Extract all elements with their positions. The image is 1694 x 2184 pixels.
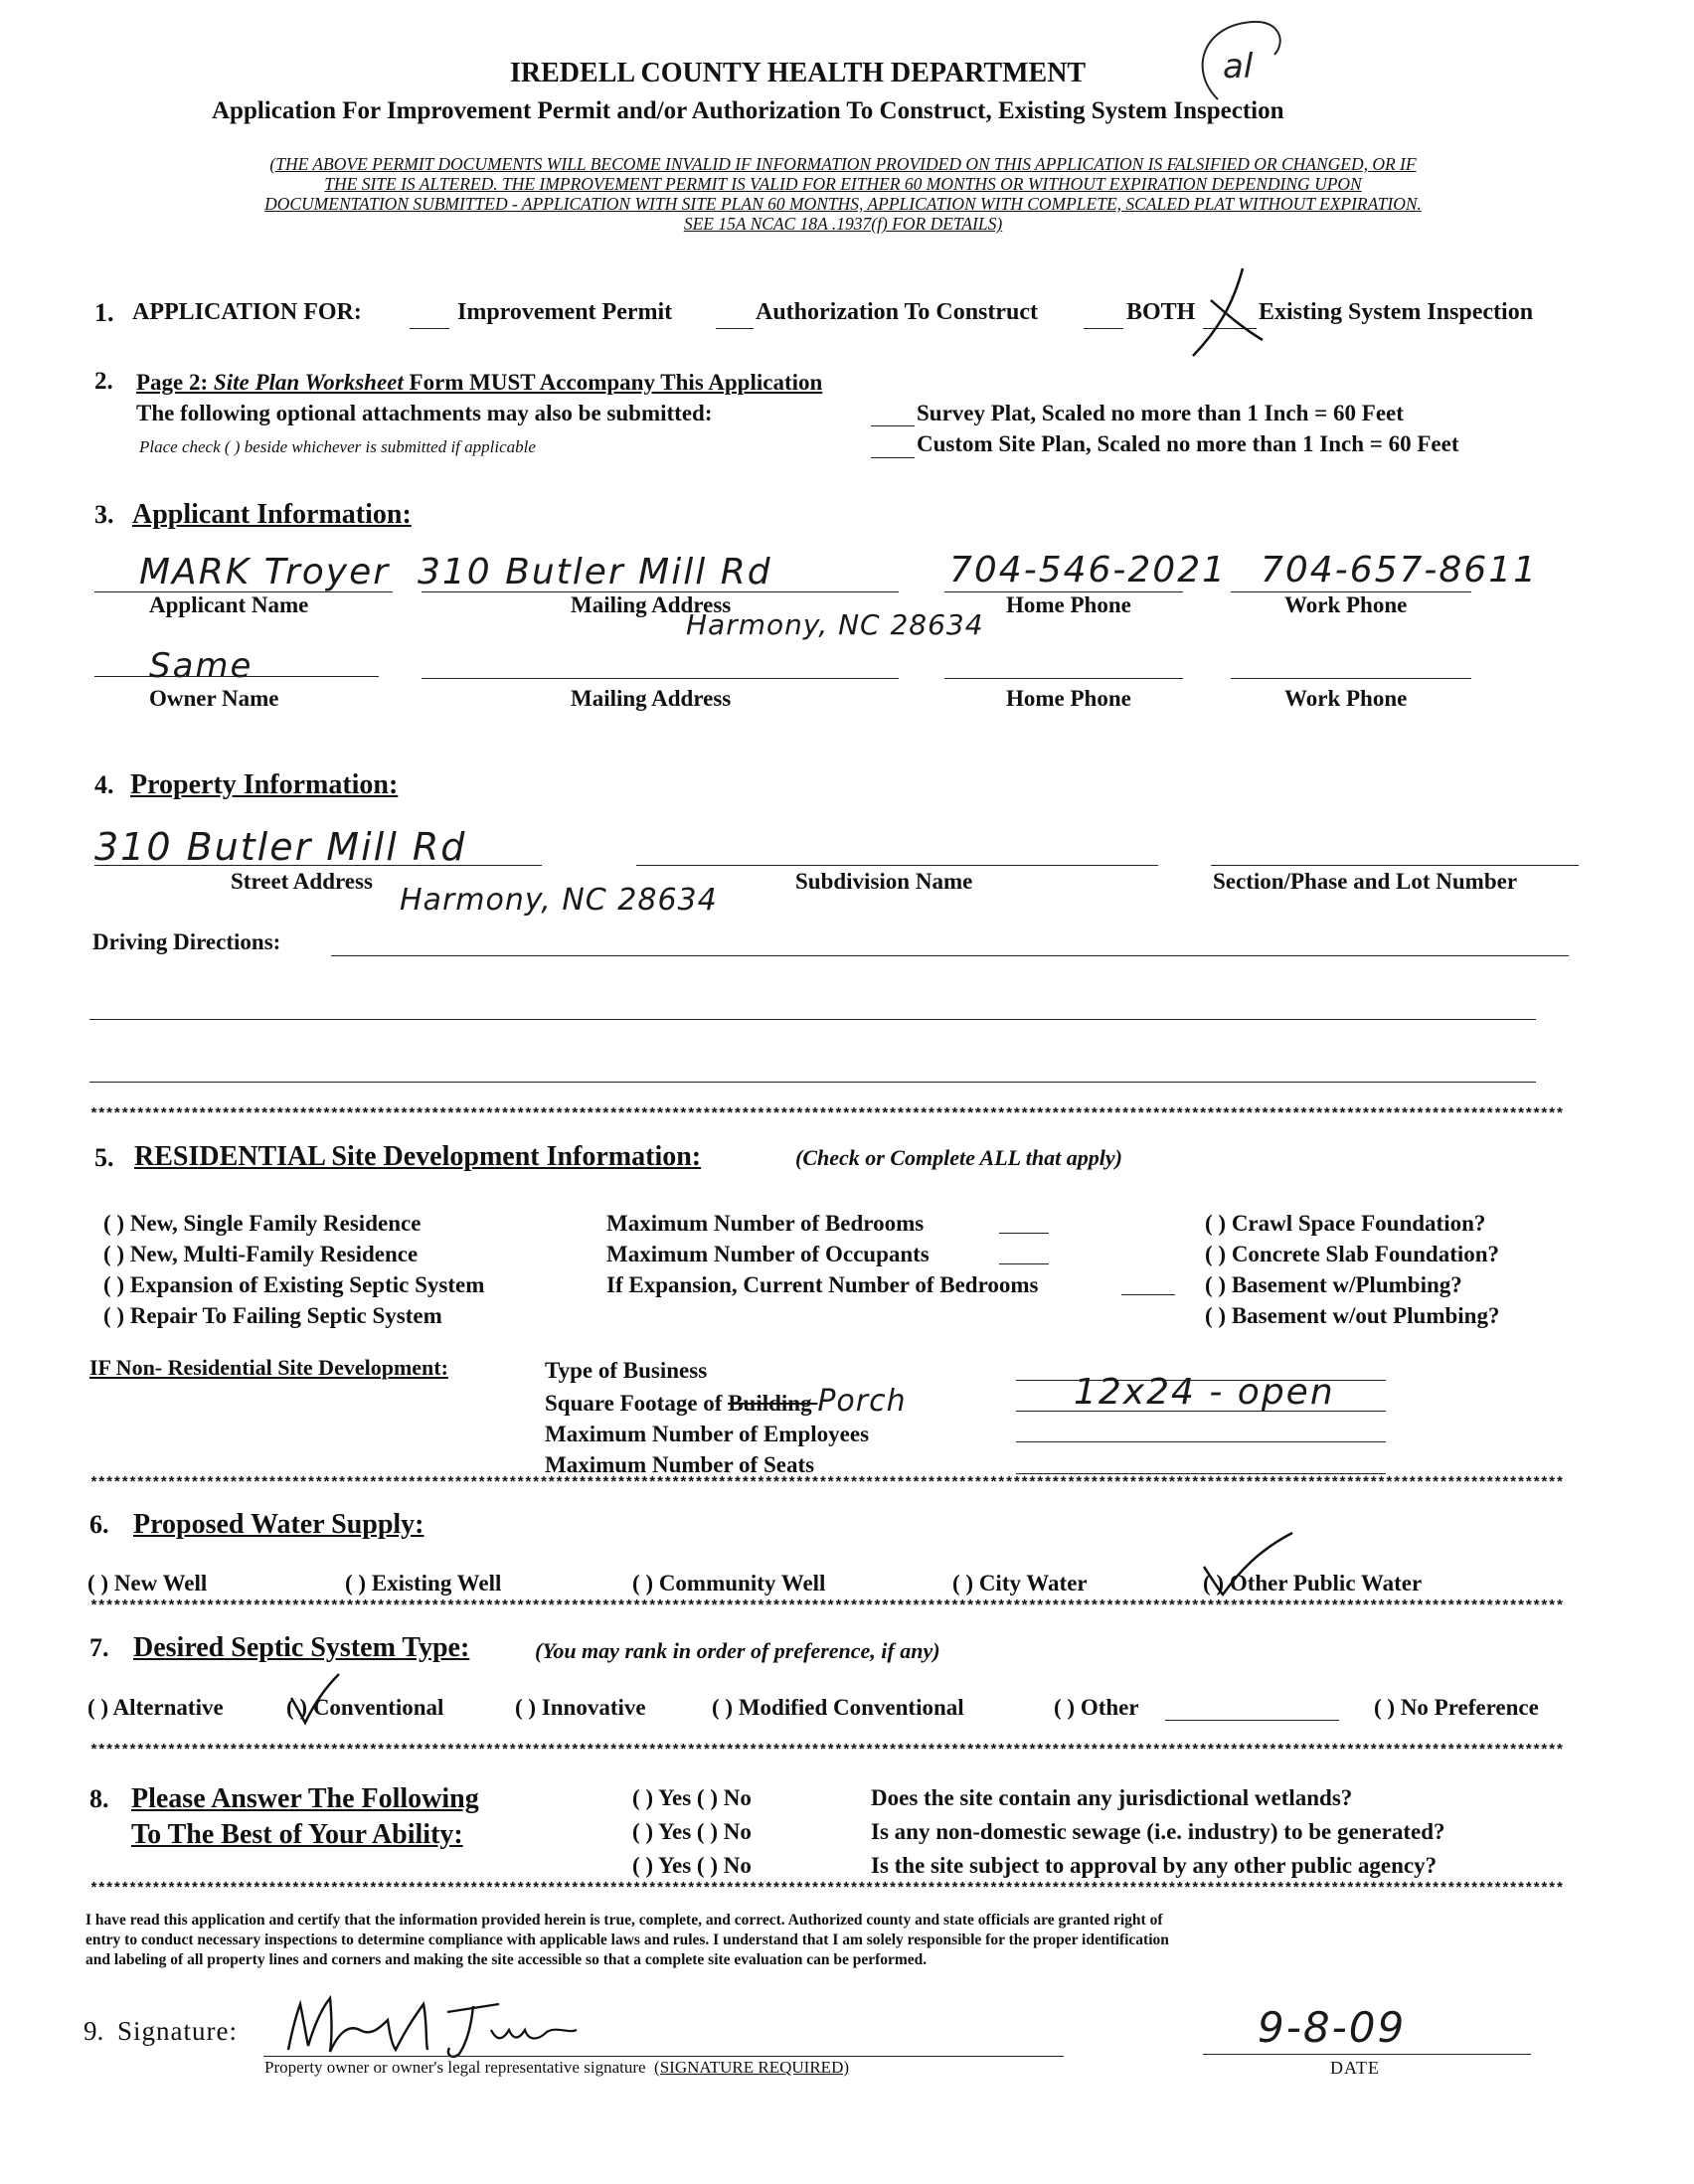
s4-number: 4.: [94, 770, 114, 799]
residence-type-list: [103, 1208, 484, 1331]
foundation-list: [1205, 1208, 1499, 1331]
opt-authorization: Authorization To Construct: [756, 299, 1039, 325]
s2-line2: The following optional attachments may also be submitted:: [136, 401, 713, 425]
certification-line-2: entry to conduct necessary inspections to determine compliance with applicable laws and rules. I understand that I am solely responsible for the proper identification: [85, 1932, 1169, 1948]
owner-work-phone-line: [1231, 678, 1471, 679]
opt-repair[interactable]: ( ) Repair To Failing Septic System: [103, 1303, 442, 1328]
sqft-handwritten-word: Porch: [817, 1384, 907, 1419]
s5-note: (Check or Complete ALL that apply): [795, 1145, 1122, 1170]
owner-address-line: [422, 678, 899, 679]
q2-yes-no[interactable]: ( ) Yes ( ) No: [632, 1819, 752, 1844]
divider-stars-4: **********************************************************************************************************************************************************************************************: [89, 1743, 1564, 1760]
question-agency: Is the site subject to approval by any other public agency?: [871, 1853, 1438, 1878]
s2-form-name: Site Plan Worksheet: [213, 370, 404, 395]
s6-number: 6.: [89, 1510, 109, 1539]
current-bedrooms-label: If Expansion, Current Number of Bedrooms: [606, 1272, 1039, 1297]
s3-number: 3.: [94, 500, 114, 529]
question-sewage: Is any non-domestic sewage (i.e. industry) to be generated?: [871, 1819, 1445, 1844]
signature-line: [263, 2056, 1064, 2057]
max-occupants-label: Maximum Number of Occupants: [606, 1242, 930, 1266]
directions-line-2[interactable]: [89, 1019, 1536, 1020]
sqft-prefix: Square Footage of: [545, 1391, 729, 1416]
date-value[interactable]: 9-8-09: [1258, 2003, 1407, 2052]
opt-crawl-space[interactable]: ( ) Crawl Space Foundation?: [1205, 1211, 1486, 1236]
square-footage-line[interactable]: [1016, 1411, 1386, 1412]
lot-number-label: Section/Phase and Lot Number: [1213, 869, 1518, 894]
authorization-blank[interactable]: [716, 328, 754, 329]
s1-label: APPLICATION FOR:: [132, 299, 362, 325]
water-check-mark: [1198, 1529, 1297, 1598]
s2-suffix: Form MUST Accompany This Application: [403, 370, 823, 395]
s8-number: 8.: [89, 1784, 109, 1813]
applicant-city-value[interactable]: Harmony, NC 28634: [686, 608, 984, 641]
survey-plat-blank[interactable]: [871, 425, 915, 426]
signature-label: Signature:: [117, 2016, 238, 2046]
opt-basement-no-plumbing[interactable]: ( ) Basement w/out Plumbing?: [1205, 1303, 1500, 1328]
improvement-permit-blank[interactable]: [410, 328, 449, 329]
opt-conventional[interactable]: ( ) Conventional: [286, 1695, 444, 1720]
opt-alternative[interactable]: ( ) Alternative: [87, 1695, 224, 1720]
divider-stars-1: **********************************************************************************************************************************************************************************************: [89, 1106, 1564, 1123]
form-subtitle: Application For Improvement Permit and/or Authorization To Construct, Existing System Inspection: [212, 97, 1284, 124]
opt-multi-family[interactable]: ( ) New, Multi-Family Residence: [103, 1242, 419, 1266]
s9-number: 9.: [84, 2016, 104, 2046]
s5-number: 5.: [94, 1143, 114, 1172]
street-address-value[interactable]: 310 Butler Mill Rd: [94, 825, 467, 869]
home-phone-label: Home Phone: [1006, 592, 1131, 617]
divider-stars-2: **********************************************************************************************************************************************************************************************: [89, 1475, 1564, 1492]
work-phone-label: Work Phone: [1284, 592, 1408, 617]
disclaimer-line-1: (THE ABOVE PERMIT DOCUMENTS WILL BECOME INVALID IF INFORMATION PROVIDED ON THIS APPLICATION IS FALSIFIED OR CHANGED, OR IF: [269, 154, 1417, 174]
owner-mailing-label: Mailing Address: [571, 686, 732, 711]
s1-number: 1.: [94, 298, 114, 327]
owner-name-value[interactable]: Same: [149, 646, 254, 686]
max-employees-line[interactable]: [1016, 1441, 1386, 1442]
home-phone-value[interactable]: 704-546-2021: [949, 550, 1228, 590]
owner-home-phone-line: [944, 678, 1183, 679]
x-check-mark: [1183, 260, 1272, 360]
s6-title: Proposed Water Supply:: [133, 1509, 424, 1540]
applicant-name-label: Applicant Name: [149, 592, 309, 617]
opt-innovative[interactable]: ( ) Innovative: [515, 1695, 646, 1720]
both-blank[interactable]: [1084, 328, 1123, 329]
divider-stars-3: **********************************************************************************************************************************************************************************************: [89, 1598, 1564, 1615]
conventional-check-mark: [283, 1668, 343, 1728]
s7-note: (You may rank in order of preference, if any): [535, 1638, 940, 1663]
applicant-name-value[interactable]: MARK Troyer: [139, 552, 391, 592]
opt-existing-inspection: Existing System Inspection: [1259, 299, 1534, 325]
subdivision-label: Subdivision Name: [795, 869, 973, 894]
disclaimer-line-3: DOCUMENTATION SUBMITTED - APPLICATION WITH SITE PLAN 60 MONTHS, APPLICATION WITH COMPLETE, SCALED PLAT WITHOUT EXPIRATION.: [264, 194, 1422, 214]
s8-title-2: To The Best of Your Ability:: [131, 1819, 463, 1850]
opt-basement-plumbing[interactable]: ( ) Basement w/Plumbing?: [1205, 1272, 1462, 1297]
initials-text: al: [1223, 47, 1254, 86]
max-employees-label: Maximum Number of Employees: [545, 1422, 870, 1446]
disclaimer: [83, 154, 1604, 234]
driving-directions-label: Driving Directions:: [92, 929, 281, 954]
applicant-signature[interactable]: [278, 1990, 606, 2065]
certification-line-1: I have read this application and certify that the information provided herein is true, complete, and correct. Authorized county and state officials are granted right of: [85, 1912, 1163, 1929]
bedroom-occupant-list: [606, 1208, 1038, 1300]
survey-plat-label: Survey Plat, Scaled no more than 1 Inch = 60 Feet: [917, 401, 1404, 425]
opt-other-public-water[interactable]: ( ) Other Public Water: [1203, 1571, 1423, 1596]
signature-caption: [264, 2058, 849, 2078]
max-seats-label: Maximum Number of Seats: [545, 1452, 815, 1477]
date-line: [1203, 2054, 1531, 2055]
certification-line-3: and labeling of all property lines and corners and making the site accessible so that a complete site evaluation can be performed.: [85, 1951, 928, 1968]
q3-yes-no[interactable]: ( ) Yes ( ) No: [632, 1853, 752, 1878]
s2-header: [136, 370, 822, 396]
opt-improvement-permit: Improvement Permit: [457, 299, 673, 325]
owner-work-phone-label: Work Phone: [1284, 686, 1408, 711]
directions-line-3[interactable]: [89, 1082, 1536, 1083]
signature-caption-text: Property owner or owner's legal representative signature: [264, 2058, 646, 2077]
opt-both: BOTH: [1126, 299, 1196, 325]
disclaimer-line-2: THE SITE IS ALTERED. THE IMPROVEMENT PERMIT IS VALID FOR EITHER 60 MONTHS OR WITHOUT EXPIRATION DEPENDING UPON: [324, 174, 1362, 194]
opt-community-well[interactable]: ( ) Community Well: [632, 1571, 826, 1596]
opt-modified-conventional[interactable]: ( ) Modified Conventional: [712, 1695, 964, 1720]
subdivision-line: [636, 865, 1158, 866]
street-address-label: Street Address: [231, 869, 373, 894]
opt-existing-well[interactable]: ( ) Existing Well: [345, 1571, 502, 1596]
applicant-address-value[interactable]: 310 Butler Mill Rd: [418, 552, 772, 592]
opt-concrete-slab[interactable]: ( ) Concrete Slab Foundation?: [1205, 1242, 1500, 1266]
opt-other-septic[interactable]: ( ) Other: [1054, 1695, 1139, 1720]
lot-number-line: [1211, 865, 1579, 866]
opt-city-water[interactable]: ( ) City Water: [952, 1571, 1088, 1596]
custom-plan-label: Custom Site Plan, Scaled no more than 1 Inch = 60 Feet: [917, 431, 1459, 456]
question-wetlands: Does the site contain any jurisdictional wetlands?: [871, 1785, 1353, 1810]
directions-line-1[interactable]: [331, 955, 1569, 956]
s2-note: Place check ( ) beside whichever is submitted if applicable: [139, 437, 536, 456]
s7-title: Desired Septic System Type:: [133, 1632, 470, 1663]
s4-title: Property Information:: [130, 769, 399, 800]
square-footage-value[interactable]: 12x24 - open: [1074, 1372, 1335, 1413]
current-bedrooms-blank[interactable]: [1121, 1294, 1175, 1295]
custom-plan-blank[interactable]: [871, 457, 915, 458]
opt-new-well[interactable]: ( ) New Well: [87, 1571, 208, 1596]
opt-expansion[interactable]: ( ) Expansion of Existing Septic System: [103, 1272, 485, 1297]
disclaimer-line-4: SEE 15A NCAC 18A .1937(f) FOR DETAILS): [683, 214, 1003, 234]
street-address-line: [94, 865, 542, 866]
work-phone-value[interactable]: 704-657-8611: [1261, 550, 1539, 590]
opt-no-preference[interactable]: ( ) No Preference: [1374, 1695, 1539, 1720]
initials-stamp: [1183, 10, 1292, 109]
s3-title: Applicant Information:: [132, 499, 412, 530]
max-occupants-blank[interactable]: [999, 1263, 1049, 1264]
max-bedrooms-blank[interactable]: [999, 1233, 1049, 1234]
s2-prefix: Page 2:: [136, 370, 214, 395]
type-of-business-label: Type of Business: [545, 1358, 708, 1383]
s5-title: RESIDENTIAL Site Development Information:: [134, 1141, 702, 1172]
sqft-struck-word: Building: [728, 1391, 818, 1416]
certification-text: [85, 1911, 1169, 1970]
owner-name-label: Owner Name: [149, 686, 279, 711]
divider-stars-5: **********************************************************************************************************************************************************************************************: [89, 1881, 1564, 1898]
owner-home-phone-label: Home Phone: [1006, 686, 1131, 711]
s8-title-1: Please Answer The Following: [131, 1783, 479, 1814]
square-footage-label: [545, 1386, 907, 1419]
max-bedrooms-label: Maximum Number of Bedrooms: [606, 1211, 925, 1236]
non-residential-fields: [545, 1355, 907, 1480]
department-title: IREDELL COUNTY HEALTH DEPARTMENT: [510, 58, 1087, 88]
other-septic-blank[interactable]: [1165, 1720, 1339, 1721]
owner-name-line: [94, 676, 379, 677]
opt-single-family[interactable]: ( ) New, Single Family Residence: [103, 1211, 422, 1236]
max-seats-line[interactable]: [1016, 1473, 1386, 1474]
property-city-value[interactable]: Harmony, NC 28634: [400, 883, 718, 918]
mailing-address-label: Mailing Address: [571, 592, 732, 617]
non-residential-label: IF Non- Residential Site Development:: [89, 1355, 448, 1380]
s2-number: 2.: [94, 368, 113, 395]
date-label: DATE: [1330, 2058, 1380, 2078]
signature-required-note: (SIGNATURE REQUIRED): [654, 2058, 850, 2077]
q1-yes-no[interactable]: ( ) Yes ( ) No: [632, 1785, 752, 1810]
s7-number: 7.: [89, 1633, 109, 1662]
